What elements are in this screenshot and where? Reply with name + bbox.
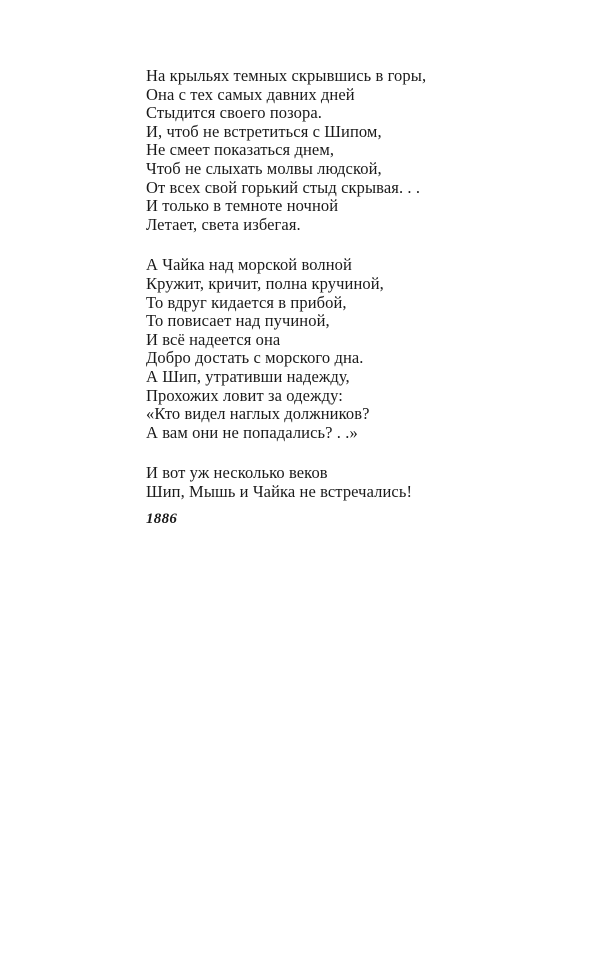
poem-line: «Кто видел наглых должников? <box>146 404 370 424</box>
poem-line: Прохожих ловит за одежду: <box>146 385 343 405</box>
stanza-2 <box>146 256 566 442</box>
poem-line: То вдруг кидается в прибой, <box>146 292 347 312</box>
poem-line: Чтоб не слыхать молвы людской, <box>146 158 382 178</box>
poem-line: А Шип, утративши надежду, <box>146 366 350 386</box>
poem-line: Добро достать с морского дна. <box>146 348 364 368</box>
poem-line: И только в темноте ночной <box>146 196 339 216</box>
poem-line: И вот уж несколько веков <box>146 463 328 483</box>
poem-line: Шип, Мышь и Чайка не встречались! <box>146 481 413 501</box>
stanza-3 <box>146 464 566 501</box>
poem-line: От всех свой горький стыд скрывая. . . <box>146 177 421 197</box>
poem-line: А Чайка над морской волной <box>146 255 352 275</box>
poem-line: Летает, света избегая. <box>146 214 301 234</box>
poem-date: 1886 <box>146 511 178 528</box>
poem-line: То повисает над пучиной, <box>146 311 330 331</box>
poem-line: И, чтоб не встретиться с Шипом, <box>146 121 382 141</box>
stanza-1 <box>146 67 566 234</box>
poem-line: И всё надеется она <box>146 329 281 349</box>
poem-line: Кружит, кричит, полна кручиной, <box>146 273 384 293</box>
poem-line: Она с тех самых давних дней <box>146 84 355 104</box>
poem-text <box>146 67 566 528</box>
poem-line: Не смеет показаться днем, <box>146 140 335 160</box>
poem-line: Стыдится своего позора. <box>146 103 323 123</box>
poem-line: На крыльях темных скрывшись в горы, <box>146 66 427 85</box>
poem-line: А вам они не попадались? . .» <box>146 422 358 442</box>
